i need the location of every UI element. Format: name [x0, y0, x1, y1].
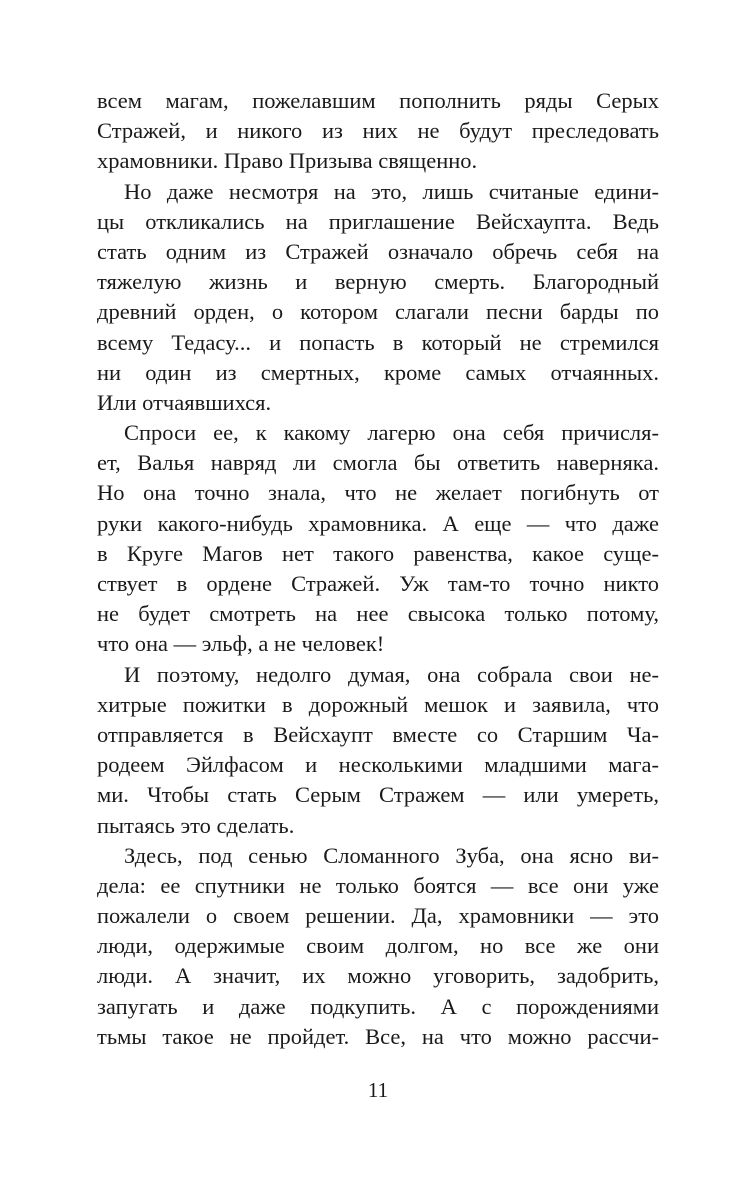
- text-line: Здесь, под сенью Сломанного Зуба, она ясно ви-: [124, 842, 659, 868]
- text-line: что она — эльф, а не человек!: [97, 631, 385, 657]
- text-line: пытаясь это сделать.: [97, 812, 295, 838]
- text-line: ни один из смертных, кроме самых отчаянных.: [97, 359, 659, 385]
- text-line: пожалели о своем решении. Да, храмовники — это: [97, 903, 659, 929]
- text-line: руки какого-нибудь храмовника. А еще — что даже: [97, 510, 659, 536]
- text-line: Или отчаявшихся.: [97, 389, 272, 415]
- text-line: ет, Валья навряд ли смогла бы ответить наверняка.: [97, 450, 659, 476]
- text-line: ствует в ордене Стражей. Уж там-то точно никто: [97, 571, 659, 596]
- text-line: отправляется в Вейсхаупт вместе со Старшим Ча-: [97, 721, 659, 747]
- text-line: тьмы такое не пройдет. Все, на что можно рассчи-: [97, 1023, 659, 1049]
- text-line: Но она точно знала, что не желает погибнуть от: [97, 480, 659, 506]
- text-line: тяжелую жизнь и верную смерть. Благородный: [97, 269, 659, 295]
- text-line: хитрые пожитки в дорожный мешок и заявила, что: [97, 691, 659, 717]
- text-line: цы откликались на приглашение Вейсхаупта. Ведь: [97, 208, 659, 234]
- text-line: всему Тедасу... и попасть в который не стремился: [97, 329, 659, 355]
- text-line: дела: ее спутники не только боятся — все они уже: [97, 872, 659, 898]
- text-line: в Круге Магов нет такого равенства, какое суще-: [97, 540, 659, 566]
- text-line: Стражей, и никого из них не будут преследовать: [97, 118, 659, 144]
- text-line: не будет смотреть на нее свысока только потому,: [97, 601, 659, 627]
- book-page-text: [97, 86, 659, 1052]
- text-line: И поэтому, недолго думая, она собрала свои не-: [124, 661, 659, 687]
- text-line: древний орден, о котором слагали песни барды по: [97, 299, 659, 325]
- page-number: 11: [367, 1078, 389, 1102]
- text-line: всем магам, пожелавшим пополнить ряды Серых: [97, 88, 659, 113]
- text-line: Спроси ее, к какому лагерю она себя причисля-: [124, 420, 659, 446]
- text-line: храмовники. Право Призыва священно.: [97, 148, 478, 174]
- text-line: люди, одержимые своим долгом, но все же они: [97, 933, 659, 959]
- text-line: ми. Чтобы стать Серым Стражем — или умереть,: [97, 782, 659, 808]
- text-line: родеем Эйлфасом и несколькими младшими мага-: [97, 752, 659, 778]
- text-line: Но даже несмотря на это, лишь считаные едини-: [124, 178, 659, 204]
- text-line: запугать и даже подкупить. А с порождениями: [97, 993, 659, 1019]
- text-line: стать одним из Стражей означало обречь себя на: [97, 238, 659, 264]
- text-line: люди. А значит, их можно уговорить, задобрить,: [97, 963, 659, 989]
